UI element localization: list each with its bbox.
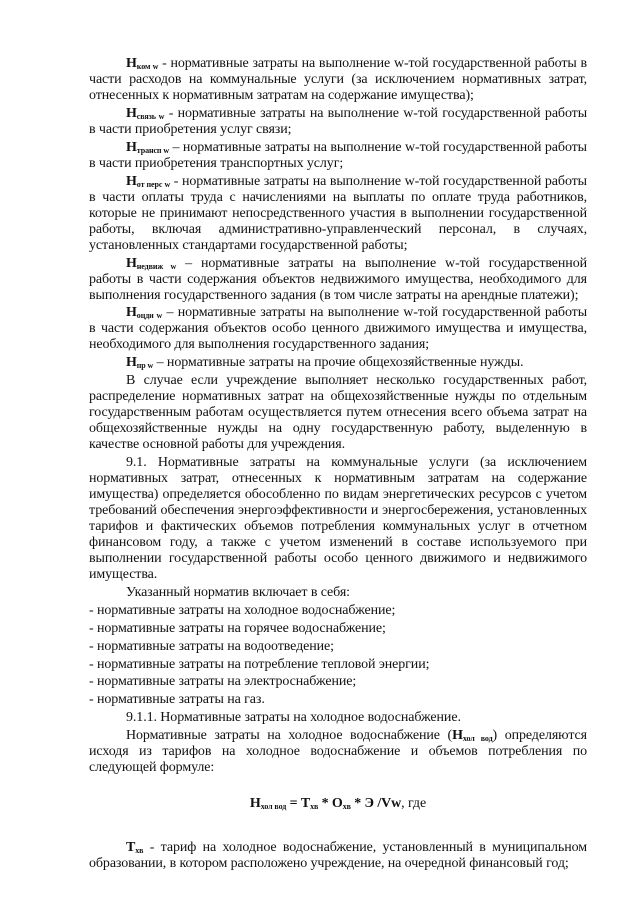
definition-n-nedvizh (89, 256, 587, 304)
formula: $Н_{хол вод} = Т_{хв} * О_{хв} * Э$ /Vw, где (249, 796, 427, 812)
symbol: $Н_{связь w}$ (126, 105, 165, 121)
cost-list (89, 603, 587, 708)
definition-text: - нормативные затраты на выполнение w-той государственной работы в части расходов на коммунальные услуги (за исключением нормативных затрат, отнесенных к нормативным затратам на содержание имущества); (89, 56, 587, 103)
definition-n-ocdi (89, 305, 587, 353)
list-item: - нормативные затраты на холодное водоснабжение; (89, 602, 396, 618)
symbol: $Н_{от перс w}$ (126, 173, 171, 189)
definition-n-transp (89, 140, 587, 172)
list-item: - нормативные затраты на водоотведение; (89, 638, 334, 654)
paragraph-9-1-1: 9.1.1. Нормативные затраты на холодное водоснабжение. (126, 710, 461, 726)
definition-text: – нормативные затраты на выполнение w-той государственной работы в части приобретения транспортных услуг; (89, 139, 587, 171)
paragraph-includes: Указанный норматив включает в себя: (126, 585, 350, 601)
symbol: $Н_{недвиж w}$ (126, 255, 177, 271)
definition-text: – нормативные затраты на выполнение w-той государственной работы в части содержания объектов недвижимого имущества, необходимого для выполнения государственного задания (в том числе затраты на арендные платежи); (89, 255, 587, 303)
paragraph-cold-water: Нормативные затраты на холодное водоснабжение $(Н_{хол вод})$ определяются исходя из тарифов на холодное водоснабжение и объемов потребления по следующей формуле: (89, 728, 587, 776)
paragraph-distribution: В случае если учреждение выполняет несколько государственных работ, распределение нормативных затрат на общехозяйственные нужды по отдельным государственным работам осуществляется путем отнесения всего объема затрат на общехозяйственные нужды на одну государственную работу, выделенную в качестве основной работы для учреждения. (89, 373, 587, 453)
list-item: - нормативные затраты на потребление тепловой энергии; (89, 656, 430, 672)
symbol: $Н_{ком w}$ (126, 56, 159, 71)
definition-t-xv (89, 840, 587, 872)
list-item: - нормативные затраты на горячее водоснабжение; (89, 620, 386, 636)
definition-n-ot-pers (89, 174, 587, 254)
symbol: $Н_{трансп w}$ (126, 139, 170, 155)
symbol: $Н_{оцди w}$ (126, 305, 163, 321)
paragraph-9-1: 9.1. Нормативные затраты на коммунальные услуги (за исключением нормативных затрат, отнесенных к нормативным затратам на содержание имущества) определяется обособленно по видам энергетических ресурсов с учетом требований обеспечения энергоэффективности и энергосбережения, установленных тарифов и фактических объемов потребления коммунальных услуг в отчетном финансовом году, а также с учетом изменений в составе используемого при выполнении государственной работы особо ценного движимого и недвижимого имущества. (89, 455, 587, 583)
definition-text: – нормативные затраты на выполнение w-той государственной работы в части содержания объектов особо ценного движимого имущества и имущества, необходимого для выполнения государственного задания; (89, 305, 587, 353)
symbol: $Н_{пр w}$ (126, 355, 154, 371)
definition-n-pr (89, 355, 587, 371)
definition-text: - тариф на холодное водоснабжение, установленный в муниципальном образовании, в котором расположено учреждение, на очередной финансовый год; (89, 840, 587, 872)
document-page (89, 56, 587, 874)
definition-text: - нормативные затраты на выполнение w-той государственной работы в части оплаты труда с начислениями на выплаты по оплате труда работников, которые не принимают непосредственного участия в выполнении государственной работы, включая административно-управленческий персонал, в случаях, установленных стандартами государственной работы; (89, 173, 587, 253)
list-item: - нормативные затраты на электроснабжение; (89, 674, 357, 690)
definition-n-kom (89, 56, 587, 104)
definition-n-svyaz (89, 106, 587, 138)
definition-text: – нормативные затраты на прочие общехозяйственные нужды. (153, 355, 524, 371)
symbol: $Н_{хол вод}$ (452, 728, 493, 744)
definition-text: - нормативные затраты на выполнение w-той государственной работы в части приобретения услуг связи; (89, 105, 587, 137)
symbol: $Т_{хв}$ (126, 840, 144, 856)
list-item: - нормативные затраты на газ. (89, 692, 265, 708)
